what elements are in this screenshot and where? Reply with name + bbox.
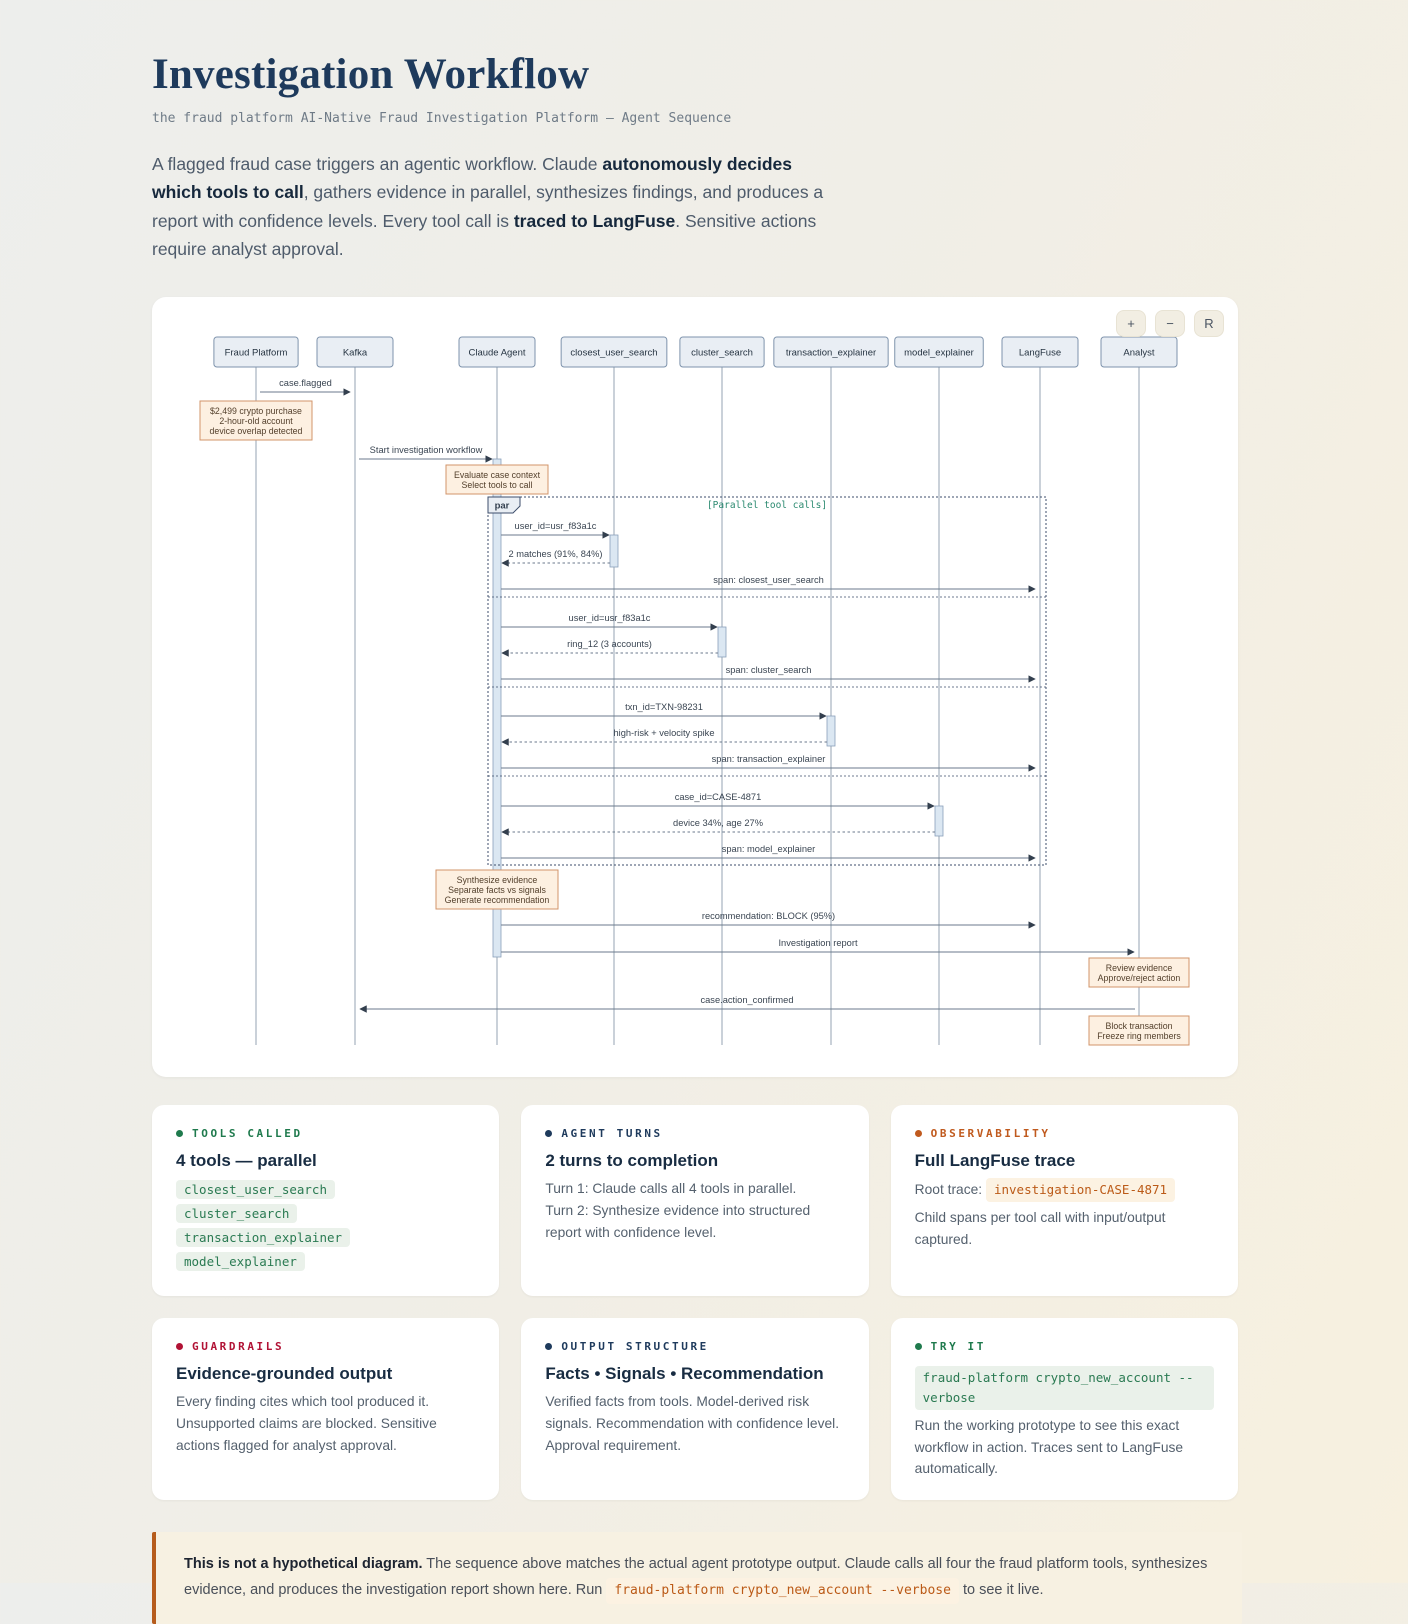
tool-chip: transaction_explainer [176, 1228, 350, 1247]
card-tools-called [152, 1105, 499, 1296]
message-span-closest-user-search [501, 575, 1035, 589]
svg-text:closest_user_search: closest_user_search [570, 347, 658, 359]
card-title: Full LangFuse trace [914, 1151, 1076, 1171]
activation-cluster-search [718, 627, 726, 657]
code-chip: investigation-CASE-4871 [986, 1178, 1175, 1202]
card-body [176, 1391, 475, 1456]
svg-text:high-risk + velocity spike: high-risk + velocity spike [613, 728, 715, 739]
svg-text:2 matches (91%, 84%): 2 matches (91%, 84%) [508, 549, 603, 560]
svg-text:user_id=usr_f83a1c: user_id=usr_f83a1c [568, 613, 651, 624]
text: Every finding cites which tool produced it. Unsupported claims are blocked. Sensitive actions flagged for analyst approval. [176, 1394, 437, 1453]
status-dot-icon [545, 1343, 552, 1350]
participant-model-explainer [895, 337, 984, 367]
svg-text:Investigation report: Investigation report [778, 938, 858, 949]
svg-text:Claude Agent: Claude Agent [468, 347, 526, 359]
note-review-evidence [1089, 958, 1189, 987]
bold-text: traced to LangFuse [513, 210, 676, 231]
message-start-investigation-workflow [359, 445, 492, 459]
svg-text:Evaluate case context: Evaluate case context [453, 470, 541, 481]
card-output-structure [521, 1318, 868, 1500]
card-body [915, 1178, 1214, 1250]
message-device-34-age-27 [502, 818, 935, 832]
card-label: GUARDRAILS [192, 1340, 285, 1354]
text: Run the working prototype to see this exact workflow in action. Traces sent to LangFuse automatically. [914, 1417, 1184, 1477]
svg-text:ring_12 (3 accounts): ring_12 (3 accounts) [567, 639, 652, 650]
participant-closest-user-search [561, 337, 667, 367]
message-span-cluster-search [501, 665, 1035, 679]
text: Turn 1: Claude calls all 4 tools in parallel. [545, 1181, 797, 1197]
message-case-id-case-4871 [501, 792, 934, 806]
text: A flagged fraud case triggers an agentic workflow. Claude [152, 154, 603, 174]
summary-cards [152, 1105, 1238, 1500]
svg-text:Analyst: Analyst [1123, 347, 1155, 359]
card-title: Evidence-grounded output [176, 1364, 393, 1384]
sequence-diagram [152, 297, 1238, 1077]
activation-closest-user-search [610, 535, 618, 567]
page-content [152, 0, 1240, 1624]
svg-text:case.action_confirmed: case.action_confirmed [700, 995, 794, 1006]
participant-langfuse [1002, 337, 1078, 367]
tool-chip: model_explainer [176, 1252, 305, 1271]
message-recommendation-block-95 [501, 911, 1035, 925]
card-label: TOOLS CALLED [192, 1127, 303, 1141]
message-user-id-usr-f83a1c [501, 613, 717, 627]
message-user-id-usr-f83a1c [501, 521, 609, 535]
svg-text:Review evidence: Review evidence [1105, 963, 1173, 974]
card-label: OBSERVABILITY [930, 1127, 1051, 1141]
message-high-risk-velocity-spike [502, 728, 827, 742]
svg-text:Fraud Platform: Fraud Platform [224, 347, 288, 359]
svg-text:case_id=CASE-4871: case_id=CASE-4871 [674, 792, 762, 803]
card-agent-turns [521, 1105, 868, 1296]
text: The sequence above matches the actual agent prototype output. Claude calls all four the fraud platform tools, synthesizes evidence, and produces the investigation report shown here. Run [184, 1556, 1208, 1598]
activation-transaction-explainer [827, 716, 835, 746]
participant-kafka [317, 337, 393, 367]
card-body [915, 1366, 1214, 1480]
text: to see it live. [958, 1581, 1044, 1598]
svg-text:Kafka: Kafka [342, 347, 368, 359]
activation-model-explainer [935, 806, 943, 836]
svg-text:device 34%, age 27%: device 34%, age 27% [673, 818, 763, 829]
svg-text:span: cluster_search: span: cluster_search [725, 665, 812, 676]
participant-fraud-platform [214, 337, 298, 367]
status-dot-icon [915, 1343, 922, 1350]
svg-text:transaction_explainer: transaction_explainer [785, 347, 877, 359]
text: , gathers evidence in parallel, synthesizes findings, and produces a report with confidence levels. Every tool call is [152, 182, 824, 231]
status-dot-icon [176, 1343, 183, 1350]
card-label: TRY IT [930, 1340, 986, 1354]
svg-text:Generate recommendation: Generate recommendation [444, 895, 550, 906]
message-case-action-confirmed [360, 995, 1135, 1009]
status-dot-icon [915, 1130, 922, 1137]
note-evaluate-case-context [446, 465, 548, 494]
status-dot-icon [545, 1130, 552, 1137]
participant-claude-agent [459, 337, 535, 367]
card-label: OUTPUT STRUCTURE [561, 1340, 709, 1354]
message-span-model-explainer [501, 844, 1035, 858]
tool-chip: cluster_search [176, 1204, 297, 1223]
text: Root trace: [914, 1182, 986, 1198]
card-observability [891, 1105, 1238, 1296]
text: Turn 2: Synthesize evidence into structured report with confidence level. [545, 1203, 811, 1240]
text: Child spans per tool call with input/output captured. [914, 1210, 1166, 1247]
card-guardrails [152, 1318, 499, 1500]
message-investigation-report [501, 938, 1134, 952]
par-label: par [494, 500, 510, 512]
note-synthesize-evidence [436, 870, 558, 909]
card-label: AGENT TURNS [561, 1127, 663, 1141]
message-ring-12-3-accounts [502, 639, 718, 653]
svg-text:txn_id=TXN-98231: txn_id=TXN-98231 [625, 702, 703, 713]
par-title: [Parallel tool calls] [706, 500, 828, 512]
svg-text:Synthesize evidence: Synthesize evidence [456, 875, 538, 886]
svg-text:span: model_explainer: span: model_explainer [721, 844, 816, 855]
note-block-transaction [1089, 1016, 1189, 1045]
svg-text:device overlap detected: device overlap detected [209, 426, 303, 437]
svg-text:model_explainer: model_explainer [904, 347, 974, 359]
svg-text:cluster_search: cluster_search [691, 347, 753, 359]
svg-text:span: transaction_explainer: span: transaction_explainer [711, 754, 826, 765]
note-2-499-crypto-purchase [200, 401, 312, 440]
zoom-reset-button[interactable]: R [1194, 310, 1224, 337]
svg-text:span: closest_user_search: span: closest_user_search [713, 575, 824, 586]
status-dot-icon [176, 1130, 183, 1137]
page-subtitle: the fraud platform AI-Native Fraud Investigation Platform — Agent Sequence [152, 111, 732, 126]
tool-chip-list [176, 1180, 475, 1271]
card-try-it [891, 1318, 1238, 1500]
code-chip: fraud-platform crypto_new_account --verbose [915, 1366, 1214, 1410]
svg-text:LangFuse: LangFuse [1018, 347, 1062, 359]
intro-paragraph [152, 150, 828, 263]
svg-text:Freeze ring members: Freeze ring members [1097, 1031, 1181, 1042]
tool-chip: closest_user_search [176, 1180, 335, 1199]
message-txn-id-txn-98231 [501, 702, 826, 716]
text: . Sensitive actions require analyst approval. [152, 210, 817, 260]
bold-text: autonomously decides which tools to call [152, 154, 793, 203]
card-title: 4 tools — parallel [176, 1151, 317, 1171]
message-span-transaction-explainer [501, 754, 1035, 768]
zoom-out-button[interactable]: − [1155, 310, 1185, 337]
svg-text:Separate facts vs signals: Separate facts vs signals [448, 885, 546, 896]
sequence-diagram-panel [152, 297, 1238, 1077]
svg-text:Approve/reject action: Approve/reject action [1097, 973, 1181, 984]
card-title: Facts • Signals • Recommendation [545, 1364, 824, 1384]
card-body [545, 1178, 844, 1243]
message-2-matches-91-84 [502, 549, 610, 563]
participant-cluster-search [680, 337, 764, 367]
participant-analyst [1101, 337, 1177, 367]
svg-text:$2,499 crypto purchase: $2,499 crypto purchase [210, 406, 302, 417]
footer-callout [152, 1532, 1242, 1624]
svg-text:case.flagged: case.flagged [279, 378, 332, 389]
svg-text:recommendation: BLOCK (95%): recommendation: BLOCK (95%) [701, 911, 836, 922]
bold-text: This is not a hypothetical diagram. [184, 1556, 423, 1573]
code-chip: fraud-platform crypto_new_account --verbose [606, 1578, 959, 1605]
svg-text:user_id=usr_f83a1c: user_id=usr_f83a1c [514, 521, 597, 532]
page-title: Investigation Workflow [152, 51, 590, 98]
svg-text:2-hour-old account: 2-hour-old account [219, 416, 293, 427]
zoom-in-button[interactable]: + [1116, 310, 1146, 337]
card-body [545, 1391, 844, 1456]
diagram-zoom-controls [1116, 310, 1224, 337]
card-title: 2 turns to completion [545, 1151, 719, 1171]
svg-text:Start investigation workflow: Start investigation workflow [369, 445, 483, 456]
svg-text:Select tools to call: Select tools to call [461, 480, 533, 491]
text: Verified facts from tools. Model-derived risk signals. Recommendation with confidence level. Approval requirement. [545, 1394, 840, 1453]
svg-text:Block transaction: Block transaction [1105, 1021, 1173, 1032]
participant-transaction-explainer [774, 337, 888, 367]
message-case-flagged [260, 378, 350, 392]
